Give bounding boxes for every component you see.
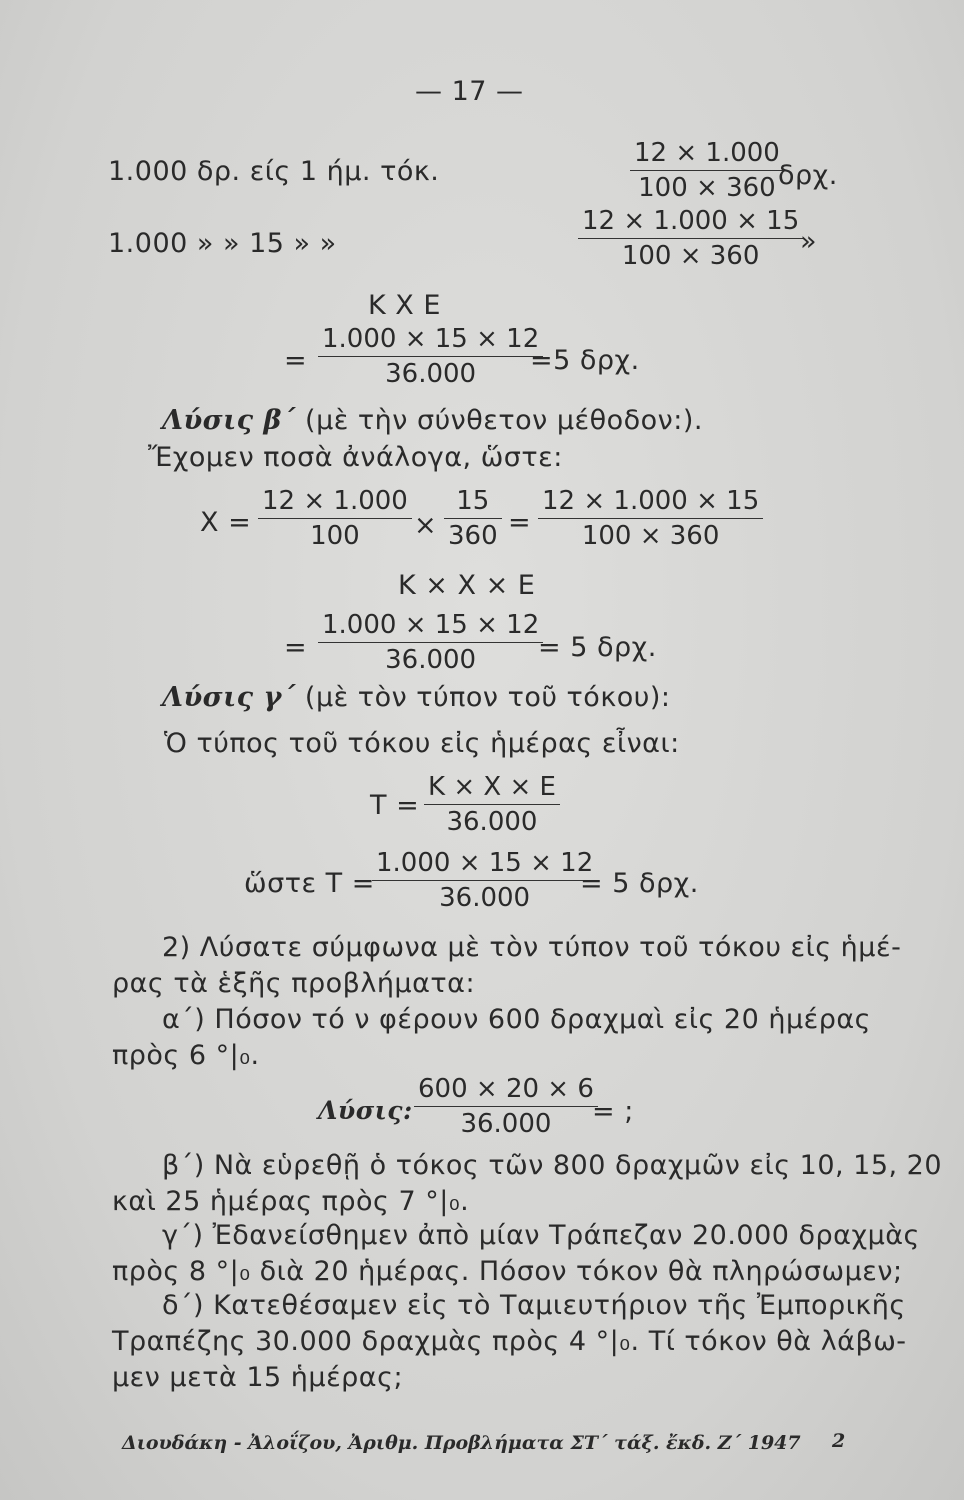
typos-line: Ὁ τύπος τοῦ τόκου εἰς ἡμέρας εἶναι: [164,728,680,759]
exercise2-line1: 2) Λύσατε σύμφωνα μὲ τὸν τύπον τοῦ τόκου εἰς ἡμέ- [162,932,902,963]
eq5-denominator: 36.000 [439,883,531,913]
eq6-denominator: 36.000 [460,1109,552,1139]
problem-d-line2: Τραπέζης 30.000 δραχμὰς πρὸς 4 °|₀. Τί τόκον θὰ λάβω- [112,1326,907,1357]
eq2-fraction-2 [444,486,502,551]
eq5-numerator: 1.000 ⨯ 15 ⨯ 12 [376,848,594,878]
row2-unit: » [800,226,818,257]
lysis-b-line [162,405,703,436]
eq5-prefix: ὥστε Τ = [244,868,375,899]
row2-left-text: 1.000 » » 15 » » [108,228,337,259]
row2-numerator: 12 ⨯ 1.000 ⨯ 15 [582,206,800,236]
problem-b-line1: β΄) Νὰ εὑρεθῇ ὁ τόκος τῶν 800 δραχμῶν εἰς 10, 15, 20 [162,1150,943,1181]
eq2-x: Χ = [200,507,252,538]
lysis-b-text: (μὲ τὴν σύνθετον μέθοδον:). [305,405,703,436]
eq1-fraction [318,324,543,389]
eq2-f3-numerator: 12 ⨯ 1.000 ⨯ 15 [542,486,760,516]
eq1-prefix: = [284,345,308,376]
eq6-numerator: 600 ⨯ 20 ⨯ 6 [418,1074,594,1104]
eq2-equals: = [508,507,532,538]
eq1-numerator: 1.000 ⨯ 15 ⨯ 12 [322,324,540,354]
problem-d-line3: μεν μετὰ 15 ἡμέρας; [112,1362,404,1393]
eq2-fraction-3 [538,486,763,551]
eq2-f2-numerator: 15 [456,486,490,516]
kxe-header-1: Κ Χ Ε [368,290,441,321]
page-number: — 17 — [415,76,524,107]
eq3-fraction [318,610,543,675]
eq5-result: = 5 δρχ. [580,868,699,899]
lysis-g-text: (μὲ τὸν τύπον τοῦ τόκου): [304,682,671,713]
kxe-header-2: Κ ⨯ Χ ⨯ Ε [398,570,536,601]
eq6-fraction [414,1074,598,1139]
problem-a-line2: πρὸς 6 °|₀. [112,1040,260,1071]
problem-a-line1: α΄) Πόσον τό ν φέρουν 600 δραχμαὶ εἰς 20 ἡμέρας [162,1004,872,1035]
row1-left-text: 1.000 δρ. είς 1 ήμ. τόκ. [108,156,440,187]
row2-fraction [578,206,803,271]
row1-fraction [630,138,784,203]
footer-signature-number: 2 [832,1430,846,1452]
row1-numerator: 12 ⨯ 1.000 [634,138,780,168]
eq1-result: =5 δρχ. [530,345,640,376]
eq3-result: = 5 δρχ. [538,632,657,663]
row1-unit: δρχ. [778,160,838,191]
lysis-b-label: Λύσις β΄ [162,405,296,436]
problem-g-line2: πρὸς 8 °|₀ διὰ 20 ἡμέρας. Πόσον τόκον θὰ πληρώσωμεν; [112,1256,903,1287]
eq3-prefix: = [284,632,308,663]
problem-b-line2: καὶ 25 ἡμέρας πρὸς 7 °|₀. [112,1186,470,1217]
lysis-g-line [162,682,671,713]
eq4-fraction [424,772,560,837]
eq2-f1-denominator: 100 [310,521,360,551]
footer-citation: Διουδάκη - Ἀλοΐζου, Ἀριθμ. Προβλήματα ΣΤ΄ τάξ. ἔκδ. Ζ΄ 1947 [122,1432,801,1454]
eq2-fraction-1 [258,486,412,551]
eq6-result: = ; [592,1096,634,1127]
exercise2-line2: ρας τὰ ἑξῆς προβλήματα: [112,968,476,999]
problem-d-line1: δ΄) Κατεθέσαμεν εἰς τὸ Ταμιευτήριον τῆς Ἐμπορικῆς [162,1290,906,1321]
eq2-f1-numerator: 12 ⨯ 1.000 [262,486,408,516]
eq3-denominator: 36.000 [385,645,477,675]
eq4-prefix: Τ = [370,790,420,821]
eq3-numerator: 1.000 ⨯ 15 ⨯ 12 [322,610,540,640]
lysis-g-label: Λύσις γ΄ [162,682,296,713]
eq6-label: Λύσις: [318,1096,413,1125]
eq4-numerator: Κ ⨯ Χ ⨯ Ε [428,772,556,802]
eq2-f2-denominator: 360 [448,521,498,551]
eq4-denominator: 36.000 [446,807,538,837]
eq1-denominator: 36.000 [385,359,477,389]
row2-denominator: 100 ⨯ 360 [621,241,760,271]
eq2-f3-denominator: 100 ⨯ 360 [581,521,720,551]
row1-denominator: 100 ⨯ 360 [638,173,776,203]
exomen-line: Ἔχομεν ποσὰ ἀνάλογα, ὥστε: [148,442,563,473]
eq2-times: ⨯ [414,510,438,541]
problem-g-line1: γ΄) Ἐδανείσθημεν ἀπὸ μίαν Τράπεζαν 20.000 δραχμὰς [162,1220,920,1251]
eq5-fraction [372,848,597,913]
